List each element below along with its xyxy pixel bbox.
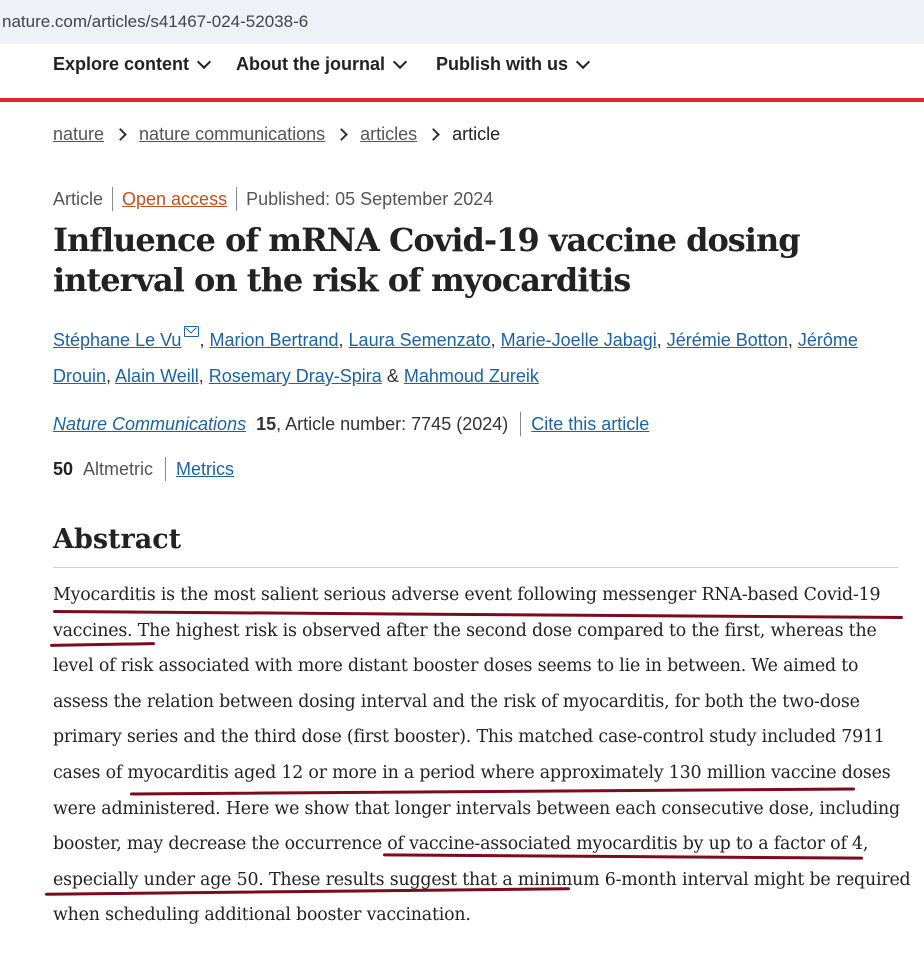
chevron-right-icon [114,128,127,141]
altmetric-score: 50 [53,458,74,479]
journal-link[interactable]: Nature Communications [53,413,247,434]
abstract-text: Myocarditis is the most salient serious adverse event following messenger RNA-based Covid-19 vaccines. The highest risk is observed after the second dose compared to the first, whereas the level of risk associated with more distant booster doses seems to lie in between. We aimed to assess the relation between dosing interval and the risk of myocarditis, for both the two-dose primary series and the third dose (first booster). This matched case-control study included 7911 cases of myocarditis aged 12 or more in a period where approximately 130 million vaccine doses were administered. Here we show that longer intervals between each consecutive dose, including booster, may decrease the occurrence of vaccine-associated myocarditis by up to a factor of 4, especially under age 50. These results suggest that a minimum 6-month interval might be required when scheduling additional booster vaccination. [53,585,911,926]
author-link[interactable]: Marion Bertrand [209,330,339,350]
nav-explore-label: Explore content [53,54,190,74]
author-separator: & [381,366,404,386]
metrics-link[interactable]: Metrics [176,458,235,479]
chevron-right-icon [427,128,440,141]
breadcrumb [53,124,500,145]
author-link[interactable]: Stéphane Le Vu [53,330,182,350]
breadcrumb-nature-communications[interactable]: nature communications [139,124,326,144]
chevron-down-icon [576,55,590,69]
divider [236,187,237,211]
cite-article-link[interactable]: Cite this article [531,413,650,434]
author-separator: , [199,330,210,350]
open-access-link[interactable]: Open access [122,188,228,209]
author-link[interactable]: Mahmoud Zureik [403,366,539,386]
url-text[interactable]: nature.com/articles/s41467-024-52038-6 [2,12,309,31]
author-link[interactable]: Marie-Joelle Jabagi [500,330,657,350]
altmetric-row [53,457,234,481]
article-meta [53,187,493,211]
chevron-down-icon [393,55,407,69]
citation-line [53,412,649,436]
journal-nav [0,44,924,102]
breadcrumb-current: article [452,124,501,144]
author-link[interactable]: Jérôme Drouin [53,330,858,386]
divider [112,187,113,211]
nav-publish-label: Publish with us [436,54,569,74]
abstract-heading: Abstract [53,524,182,555]
author-list [53,322,903,394]
published-date: Published: 05 September 2024 [246,188,494,209]
chevron-down-icon [197,55,211,69]
divider [520,412,521,436]
author-link[interactable]: Alain Weill [115,366,199,386]
nav-explore-content[interactable] [53,54,209,75]
nav-about-journal[interactable] [236,54,405,75]
author-separator: , [787,330,798,350]
chevron-right-icon [335,128,348,141]
article-type: Article [53,188,104,209]
altmetric-label: Altmetric [83,458,154,479]
author-separator: , [198,366,209,386]
nav-about-label: About the journal [236,54,385,74]
article-title: Influence of mRNA Covid-19 vaccine dosing interval on the risk of myocarditis [53,221,800,299]
author-link[interactable]: Rosemary Dray-Spira [208,366,382,386]
volume: 15 [256,413,277,434]
divider [53,567,898,568]
author-separator: , [490,330,501,350]
author-separator: , [338,330,349,350]
author-separator: , [656,330,667,350]
breadcrumb-articles[interactable]: articles [360,124,418,144]
divider [165,457,166,481]
author-link[interactable]: Jérémie Botton [666,330,788,350]
nav-publish[interactable] [436,54,588,75]
email-icon[interactable] [184,326,199,337]
breadcrumb-nature[interactable]: nature [53,124,105,144]
article-number: , Article number: 7745 (2024) [276,413,509,434]
address-bar[interactable] [0,0,924,44]
author-separator: , [106,366,116,386]
author-link[interactable]: Laura Semenzato [348,330,491,350]
